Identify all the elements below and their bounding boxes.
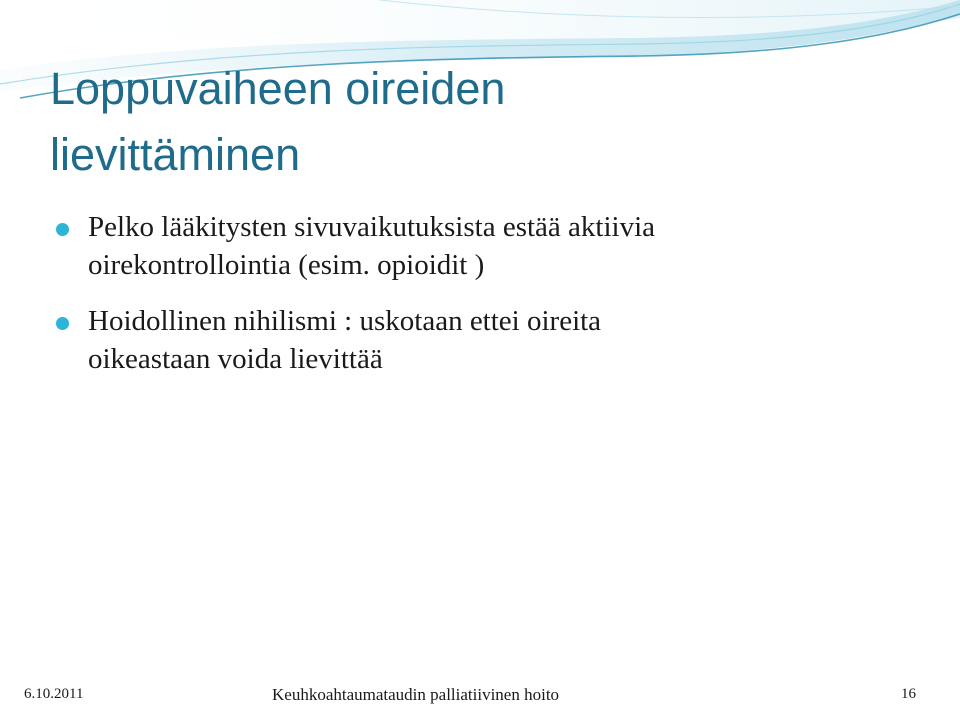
bullet-text-line: Pelko lääkitysten sivuvaikutuksista estää aktiivia	[88, 211, 656, 243]
bullet-item	[56, 302, 896, 378]
bullet-text-line: oikeastaan voida lievittää	[88, 343, 383, 375]
slide-title	[50, 56, 910, 188]
page-number: 16	[901, 686, 916, 702]
slide-title-line: lievittäminen	[50, 129, 301, 180]
bullet-text-line: oirekontrollointia (esim. opioidit )	[88, 249, 485, 281]
footer-title: Keuhkoahtaumataudin palliatiivinen hoito	[272, 685, 560, 704]
bullet-dot-icon	[56, 223, 69, 236]
footer-date: 6.10.2011	[24, 686, 84, 702]
bullet-list	[56, 208, 896, 396]
bullet-item	[56, 208, 896, 284]
bullet-dot-icon	[56, 317, 69, 330]
slide-title-line: Loppuvaiheen oireiden	[50, 63, 506, 114]
bullet-text-line: Hoidollinen nihilismi : uskotaan ettei oireita	[88, 305, 602, 337]
